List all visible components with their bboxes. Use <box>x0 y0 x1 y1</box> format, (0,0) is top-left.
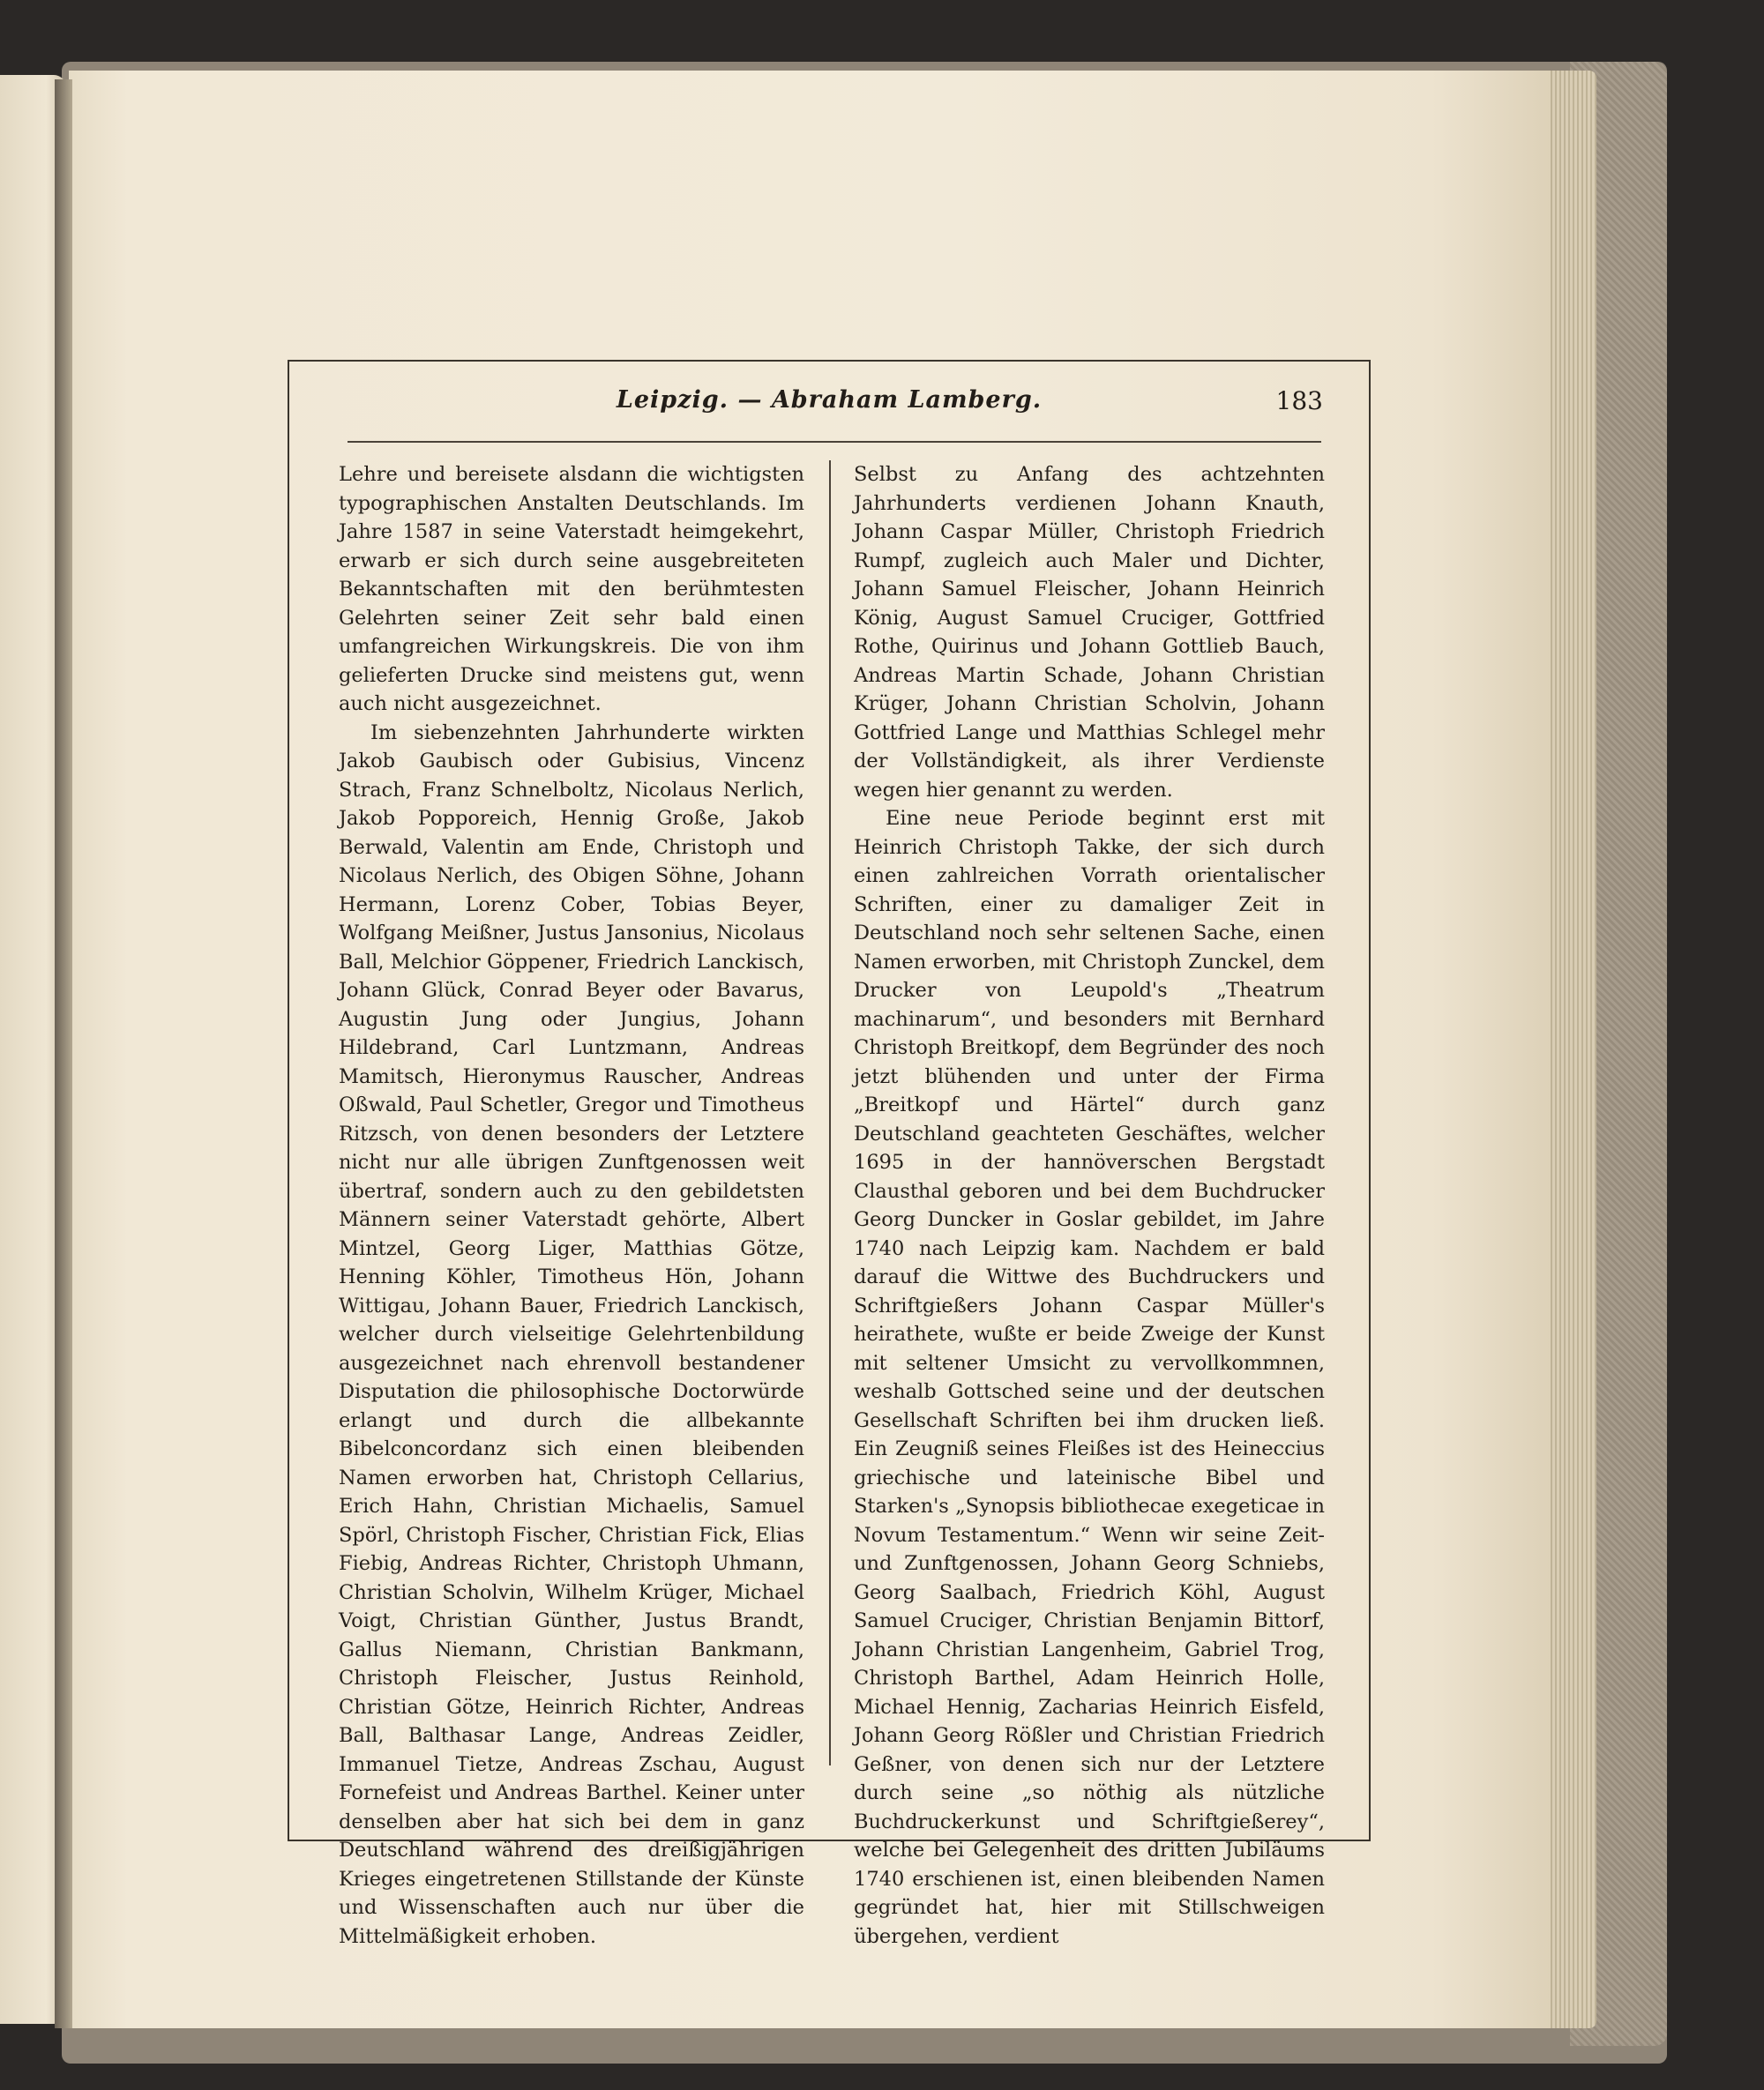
left-paragraph-2: Im siebenzehnten Jahrhunderte wirkten Jakob Gaubisch oder Gubisius, Vincenz Strach, Franz Schnelboltz, Nicolaus Nerlich, Jakob Popporeich, Hennig Große, Jakob Berwald, Valentin am Ende, Christoph und Nicolaus Nerlich, des Obigen Söhne, Johann Hermann, Lorenz Cober, Tobias Beyer, Wolfgang Meißner, Justus Jansonius, Nicolaus Ball, Melchior Göppener, Friedrich Lanckisch, Johann Glück, Conrad Beyer oder Bavarus, Augustin Jung oder Jungius, Johann Hildebrand, Carl Luntzmann, Andreas Mamitsch, Hieronymus Rauscher, Andreas Oßwald, Paul Schetler, Gregor und Timotheus Ritzsch, von denen besonders der Letztere nicht nur alle übrigen Zunftgenossen weit übertraf, sondern auch zu den gebildetsten Männern seiner Vaterstadt gehörte, Albert Mintzel, Georg Liger, Matthias Götze, Henning Köhler, Timotheus Hön, Johann Wittigau, Johann Bauer, Friedrich Lanckisch, welcher durch vielseitige Gelehrtenbildung ausgezeichnet nach ehrenvoll bestandener Disputation die philosophische Doctorwürde erlangt und durch die allbekannte Bibelconcordanz sich einen bleibenden Namen erworben hat, Christoph Cellarius, Erich Hahn, Christian Michaelis, Samuel Spörl, Christoph Fischer, Christian Fick, Elias Fiebig, Andreas Richter, Christoph Uhmann, Christian Scholvin, Wilhelm Krüger, Michael Voigt, Christian Günther, Justus Brandt, Gallus Niemann, Christian Bankmann, Christoph Fleischer, Justus Reinhold, Christian Götze, Heinrich Richter, Andreas Ball, Balthasar Lange, Andreas Zeidler, Immanuel Tietze, Andreas Zschau, August Fornefeist und Andreas Barthel. Keiner unter denselben aber hat sich bei dem in ganz Deutschland während des dreißigjährigen Krieges eingetretenen Stillstande der Künste und Wissenschaften auch nur über die Mittelmäßigkeit erhoben. <box>339 720 804 1948</box>
left-paragraph-1: Lehre und bereisete alsdann die wichtigsten typographischen Anstalten Deutschlands. Im Jahre 1587 in seine Vaterstadt heimgekehrt, erwarb er sich durch seine ausgebreiteten Bekanntschaften mit den berühmtesten Gelehrten seiner Zeit sehr bald einen umfangreichen Wirkungskreis. Die von ihm gelieferten Drucke sind meistens gut, wenn auch nicht ausgezeichnet. <box>339 463 804 715</box>
header-rule <box>348 441 1321 443</box>
left-column <box>339 460 804 1951</box>
right-paragraph-2: Eine neue Periode beginnt erst mit Heinrich Christoph Takke, der sich durch einen zahlreichen Vorrath orientalischer Schriften, einer zu damaliger Zeit in Deutschland noch sehr seltenen Sache, einen Namen erworben, mit Christoph Zunckel, dem Drucker von Leupold's „Theatrum machinarum“, und besonders mit Bernhard Christoph Breitkopf, dem Begründer des noch jetzt blühenden und unter der Firma „Breitkopf und Härtel“ durch ganz Deutschland geachteten Geschäftes, welcher 1695 in der hannöverschen Bergstadt Clausthal geboren und bei dem Buchdrucker Georg Duncker in Goslar gebildet, im Jahre 1740 nach Leipzig kam. Nachdem er bald darauf die Wittwe des Buchdruckers und Schriftgießers Johann Caspar Müller's heirathete, wußte er beide Zweige der Kunst mit seltener Umsicht zu vervollkommnen, weshalb Gottsched seine und der deutschen Gesellschaft Schriften bei ihm drucken ließ. Ein Zeugniß seines Fleißes ist des Heineccius griechische und lateinische Bibel und Starken's „Synopsis bibliothecae exegeticae in Novum Testamentum.“ Wenn wir seine Zeit- und Zunftgenossen, Johann Georg Schniebs, Georg Saalbach, Friedrich Köhl, August Samuel Cruciger, Christian Benjamin Bittorf, Johann Christian Langenheim, Gabriel Trog, Christoph Barthel, Adam Heinrich Holle, Michael Hennig, Zacharias Heinrich Eisfeld, Johann Georg Rößler und Christian Friedrich Geßner, von denen sich nur der Letztere durch seine „so nöthig als nützliche Buchdruckerkunst und Schriftgießerey“, welche bei Gelegenheit des dritten Jubiläums 1740 erschienen ist, einen bleibenden Namen gegründet hat, hier mit Stillschweigen übergehen, verdient <box>854 807 1325 1948</box>
right-paragraph-1: Selbst zu Anfang des achtzehnten Jahrhunderts verdienen Johann Knauth, Johann Caspar Müller, Christoph Friedrich Rumpf, zugleich auch Maler und Dichter, Johann Samuel Fleischer, Johann Heinrich König, August Samuel Cruciger, Gottfried Rothe, Quirinus und Johann Gottlieb Bauch, Andreas Martin Schade, Johann Christian Krüger, Johann Christian Scholvin, Johann Gottfried Lange und Matthias Schlegel mehr der Vollständigkeit, als ihrer Verdienste wegen hier genannt zu werden. <box>854 463 1325 802</box>
column-divider <box>829 460 831 1765</box>
text-frame <box>288 360 1371 1948</box>
page-header <box>289 379 1369 423</box>
page-number: 183 <box>1275 386 1323 415</box>
right-column <box>854 460 1325 1951</box>
book-page <box>69 71 1551 2028</box>
book-gutter <box>55 79 72 2028</box>
running-title: Leipzig. — Abraham Lamberg. <box>616 386 1043 414</box>
